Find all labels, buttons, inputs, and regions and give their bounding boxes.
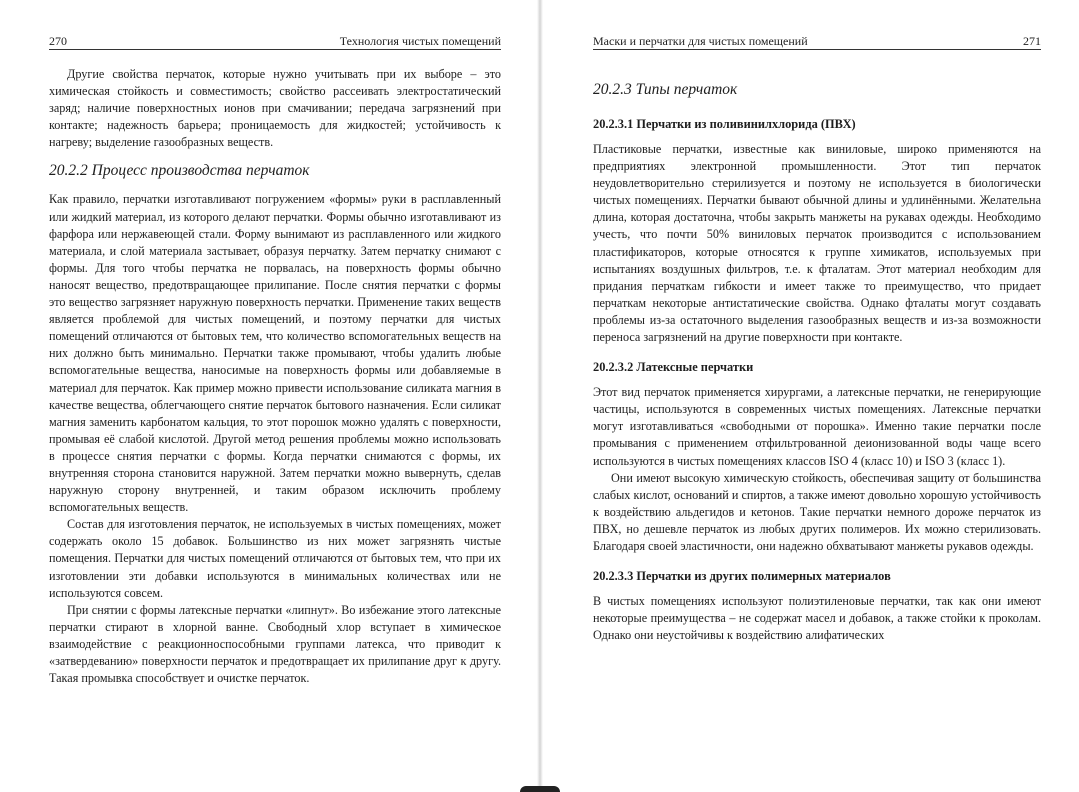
paragraph: Они имеют высокую химическую стойкость, обеспечивая защиту от большинства слабых кислот, оснований и спиртов, а также имеют довольно хорошую устойчивость к воздействию альдегидов и кетонов. Такие перчатки немного дороже перчаток из ПВХ, но дешевле перчаток из любых других полимеров. Их можно стерилизовать. Благодаря своей эластичности, они надежно обхватывают манжеты рукавов одежды. — [593, 470, 1041, 553]
intro-paragraph: Другие свойства перчаток, которые нужно учитывать при их выборе – это химическая стойкость и совместимость; свойство рассеивать электростатический заряд; наличие поверхностных ионов при смачивании; передача загрязнений при контакте; надежность барьера; проницаемость для жидкостей; устойчивость к нагреву; выделение газообразных веществ. — [49, 67, 501, 150]
subsection-heading-pvc: 20.2.3.1 Перчатки из поливинилхлорида (ПВХ) — [593, 117, 856, 131]
paragraph: При снятии с формы латексные перчатки «липнут». Во избежание этого латексные перчатки стирают в хлорной ванне. Свободный хлор вступает в химическое взаимодействие с реакционноспособными группами латекса, что приводит к «затвердеванию» поверхности перчаток и предотвращает их прилипание друг к другу. Такая промывка способствует и очистке перчаток. — [49, 602, 501, 686]
paragraph: Как правило, перчатки изготавливают погружением «формы» руки в расплавленный или жидкий материал, из которого делают перчатки. Формы обычно изготавливают из фарфора или нержавеющей стали. Форму вынимают из расплавленного или жидкого материала, и слой материала застывает, образуя перчатку. Затем перчатку снимают с формы. Для того чтобы перчатка не порвалась, на поверхность формы обычно наносят вещество, предотвращающее прилипание. После снятия перчатки с формы это вещество загрязняет наружную поверхность перчатки. Применение таких веществ является проблемой для чистых помещений, и поэтому перчатки для чистых помещений отличаются от бытовых тем, что количество вспомогательных веществ на них должно быть минимально. Перчатки также промывают, чтобы удалить любые вспомогательные вещества, наносимые на поверхность формы или добавляемые в материал для перчаток. Как пример можно привести использование силиката магния в качестве вещества, облегчающего снятие перчаток бытового назначения. Если силикат магния заменить карбонатом кальция, то этот порошок можно удалять с поверхности, промывая её слабой кислотой. Другой метод решения проблемы можно использовать в процессе снятия перчатки с формы. Когда перчатки снимаются с формы, их внутренняя сторона становится наружной. Затем перчатки можно вывернуть, сделав наружную сторону внутренней, и таким образом исключить проблему вспомогательных веществ. — [49, 192, 501, 515]
left-page-number: 270 — [49, 34, 67, 48]
left-running-title: Технология чистых помещений — [339, 34, 501, 48]
paragraph: Пластиковые перчатки, известные как виниловые, широко применяются на предприятиях электронной промышленности. Этот тип перчаток неудовлетворительно стерилизуется и поэтому не используется в биологически чистых помещениях. Перчатки бывают обычной длины и удлинёнными. Желательна длина, которая достаточна, чтобы закрыть манжеты на рукавах одежды. Необходимо учесть, что почти 50% виниловых перчаток производится с использованием пластификаторов, которые относятся к группе химикатов, используемых при испытаниях воздушных фильтров, т.е. к фталатам. Этот материал необходим для придания перчаткам гибкости и имеет также то преимущество, что придает перчаткам некоторые антистатические свойства. Однако фталаты могут создавать проблемы из-за остаточного выделения газообразных веществ и из-за возможности переноса загрязнений на другие поверхности при контакте. — [593, 142, 1041, 345]
paragraph: Этот вид перчаток применяется хирургами, а латексные перчатки, не генерирующие частицы, используются в современных чистых помещениях. Латексные перчатки могут изготавливаться «свободными от порошка». Именно такие перчатки после промывания с применением отфильтрованной деионизованной воды чаще всего используются в чистых помещениях классов ISO 4 (класс 10) и ISO 3 (класс 1). — [593, 385, 1041, 468]
binding-mark — [520, 786, 560, 792]
right-page — [540, 0, 1079, 792]
right-page-number: 271 — [1023, 34, 1041, 48]
paragraph: В чистых помещениях используют полиэтиленовые перчатки, так как они имеют некоторые преимущества – не содержат масел и добавок, а также стойки к проколам. Однако они неустойчивы к воздействию алифатических — [593, 594, 1041, 643]
section-heading-production: 20.2.2 Процесс производства перчаток — [49, 162, 310, 180]
right-page-content — [593, 80, 1041, 644]
subsection-heading-other-polymers: 20.2.3.3 Перчатки из других полимерных материалов — [593, 569, 891, 584]
left-page-header — [49, 35, 501, 50]
subsection-heading-latex: 20.2.3.2 Латексные перчатки — [593, 360, 754, 375]
section-heading-glove-types: 20.2.3 Типы перчаток — [593, 81, 738, 98]
left-page-content — [49, 66, 501, 687]
right-running-title: Маски и перчатки для чистых помещений — [593, 34, 808, 48]
right-page-header — [593, 35, 1041, 50]
paragraph: Состав для изготовления перчаток, не используемых в чистых помещениях, может содержать около 15 добавок. Большинство из них может загрязнять чистые помещения. Перчатки для чистых помещений отличаются от бытовых тем, что при их изготовлении эти добавки используются в минимальных количествах или не используются совсем. — [49, 517, 501, 600]
